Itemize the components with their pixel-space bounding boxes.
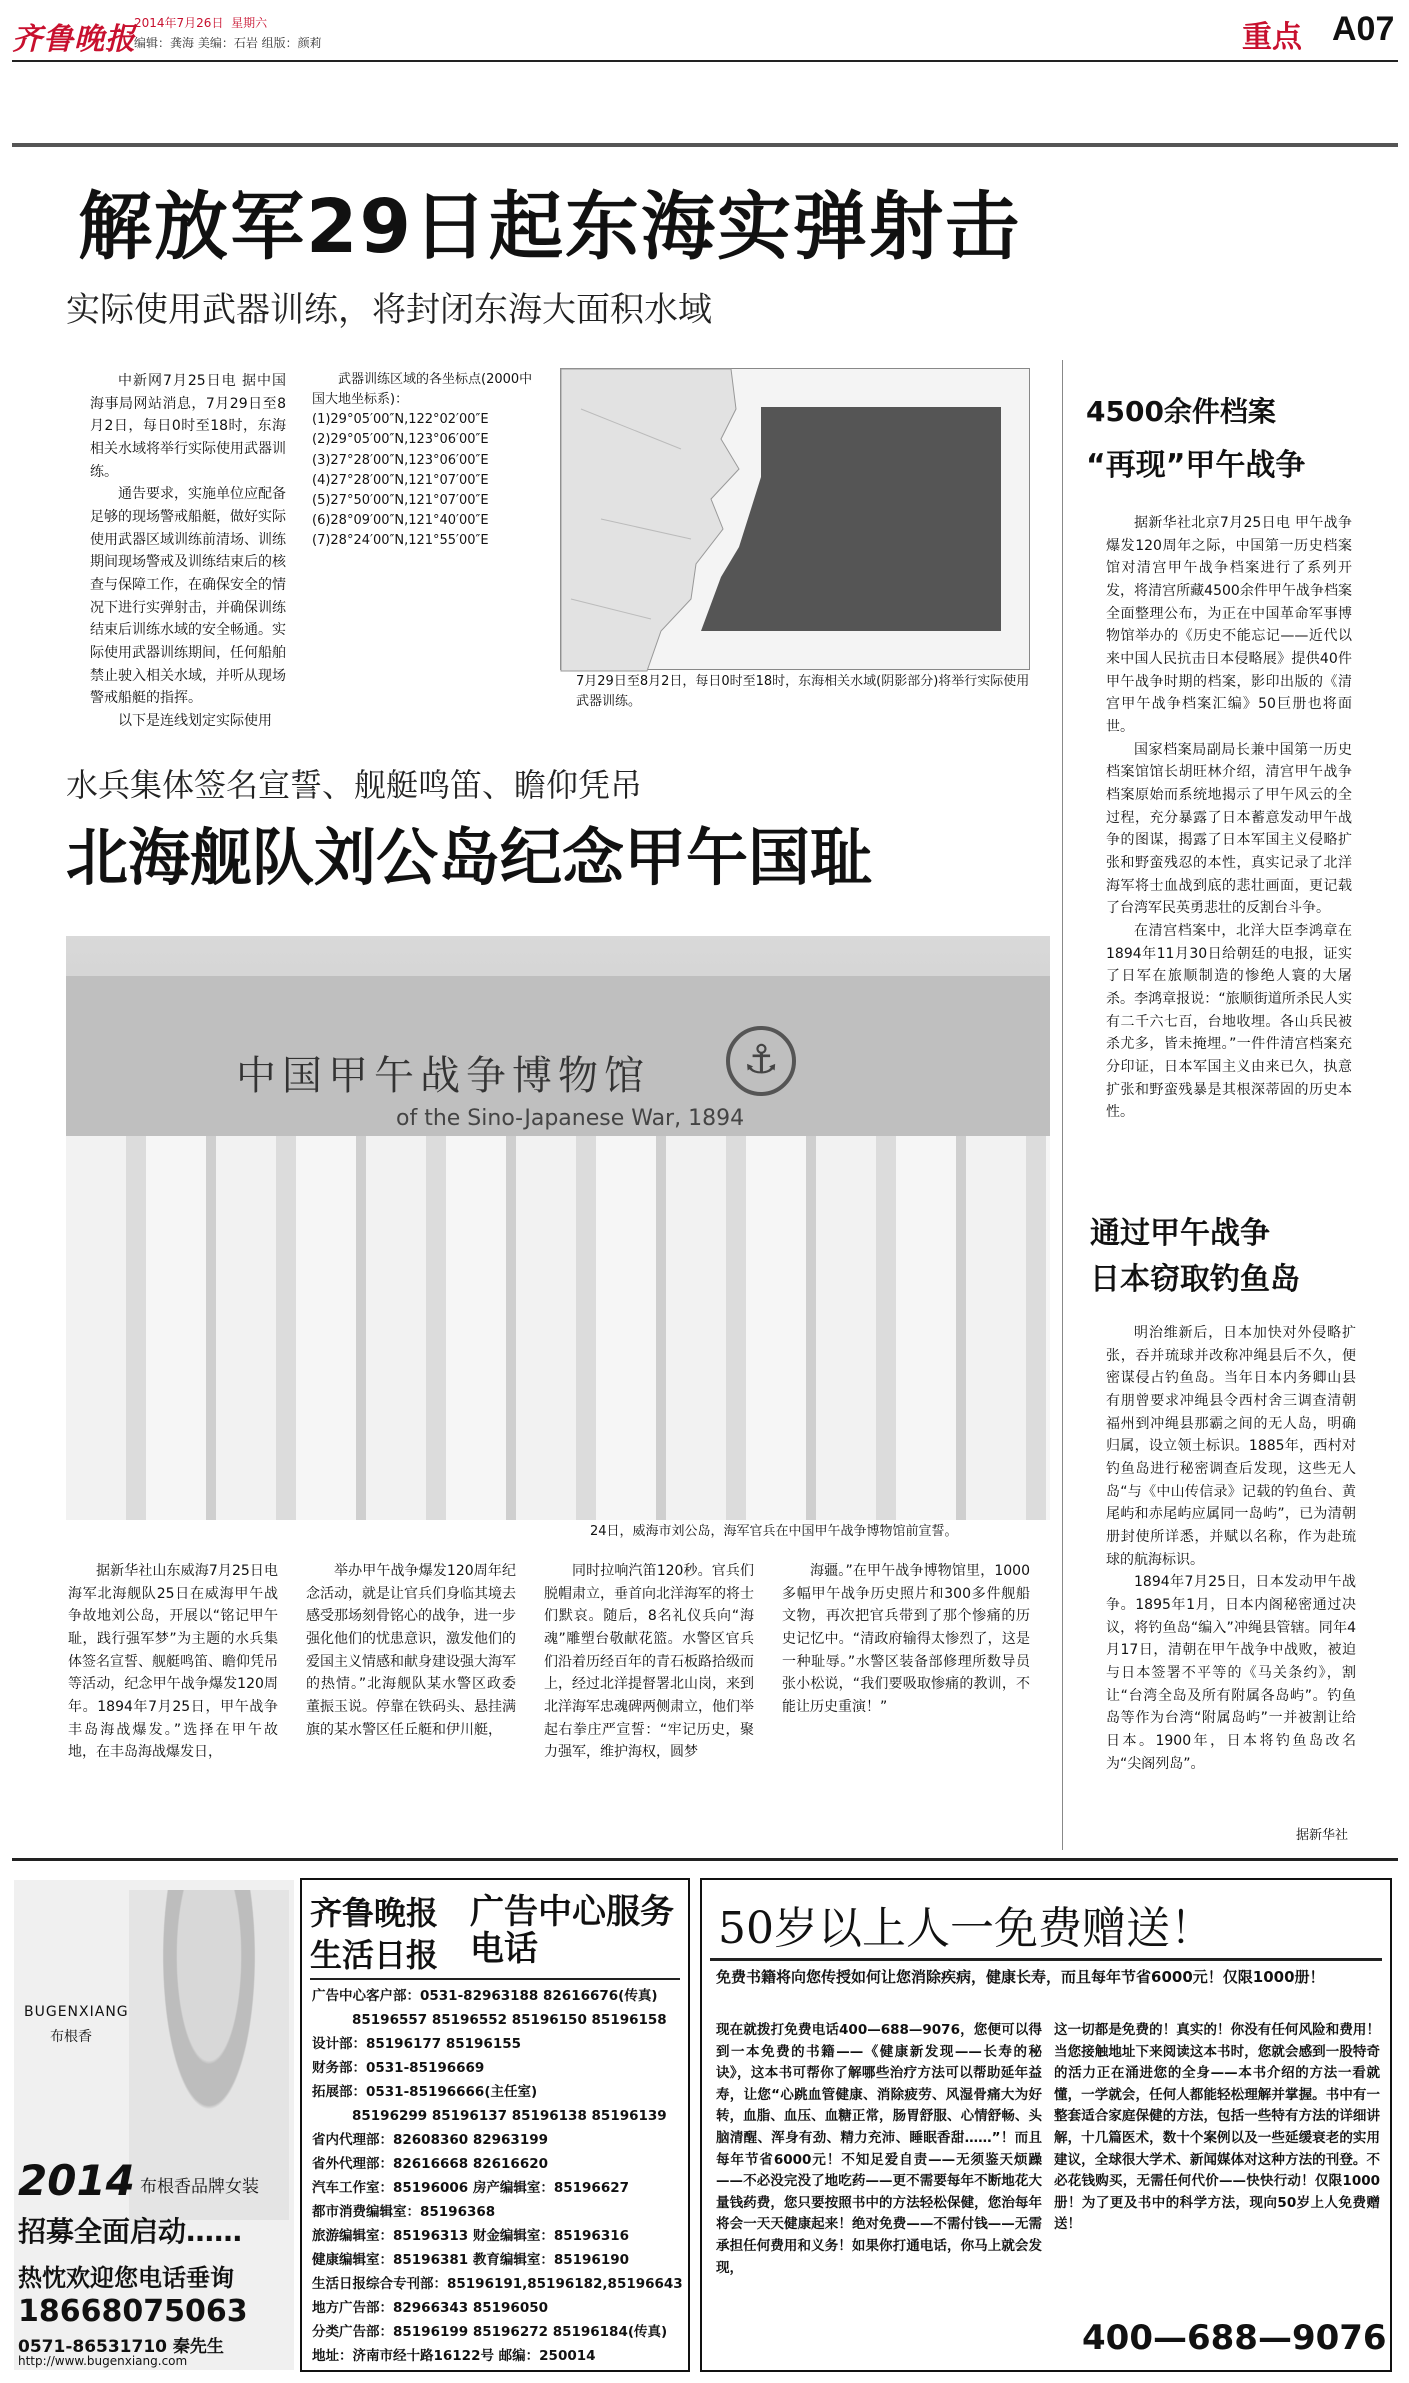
map-caption: 7月29日至8月2日，每日0时至18时，东海相关水域(阴影部分)将举行实际使用武器训练。	[576, 674, 1030, 710]
photo-caption: 24日，威海市刘公岛，海军官兵在中国甲午战争博物馆前宣誓。	[590, 1524, 958, 1539]
ad-service-phones	[300, 1878, 690, 2372]
story2-kicker: 水兵集体签名宣誓、舰艇鸣笛、瞻仰凭吊	[66, 766, 643, 804]
anchor-emblem: ⚓	[726, 1026, 796, 1096]
ad3-phone[interactable]: 400—688—9076	[1082, 2318, 1387, 2358]
ads-divider	[12, 1858, 1398, 1861]
story2-col-3: 同时拉响汽笛120秒。官兵们脱帽肃立，垂首向北洋海军的将士们默哀。随后，8名礼仪兵向“海魂”雕塑台敬献花篮。水警区官兵们沿着历经百年的青石板路拾级而上，经过北洋提督署北山岗，来到北洋海军忠魂碑两侧肃立，他们举起右拳庄严宣誓：“牢记历史，聚力强军，维护海权，圆梦	[544, 1563, 754, 1761]
ad-slogan-3: 热忱欢迎您电话垂询	[18, 2264, 234, 2292]
story2-col-1: 据新华社山东威海7月25日电 海军北海舰队25日在威海甲午战争故地刘公岛，开展以“铭记甲午耻，践行强军梦”为主题的水兵集体签名宣誓、舰艇鸣笛、瞻仰凭吊等活动，纪念甲午战争爆发120周年。1894年7月25日，甲午战争丰岛海战爆发。”选择在甲午故地，在丰岛海战爆发日，	[68, 1563, 278, 1761]
museum-sign: 中国甲午战争博物馆	[236, 1053, 650, 1099]
lead-headline: 解放军29日起东海实弹射击	[78, 184, 1021, 270]
ad2-title-a: 齐鲁晚报	[310, 1894, 439, 1932]
masthead	[12, 8, 1404, 64]
ad3-lead: 免费书籍将向您传授如何让您消除疾病，健康长寿，而且每年节省6000元！仅限1000册！	[716, 1968, 1325, 1986]
brand-logo-cn: 布根香	[50, 2029, 92, 2045]
ad3-title: 50岁以上人一免费赠送！	[718, 1903, 1214, 1954]
header-rule	[12, 60, 1398, 62]
lead-subheadline: 实际使用武器训练，将封闭东海大面积水域	[66, 290, 712, 330]
ad2-title-c: 广告中心服务电话	[470, 1892, 674, 1970]
side2-title-2: 日本窃取钓鱼岛	[1090, 1262, 1300, 1297]
map-graphic	[561, 369, 1031, 671]
story2-headline: 北海舰队刘公岛纪念甲午国耻	[66, 821, 873, 894]
ceremony-photo	[66, 936, 1050, 1520]
ad3-left-text: 现在就拨打免费电话400—688—9076，您便可以得到一本免费的书籍——《健康新发现——长寿的秘诀》，这本书可帮你了解哪些治疗方法可以帮助延年益寿，让您“心跳血管健康、消除疲劳、风湿骨痛大为好转，血脂、血压、血糖正常，肠胃舒服、心情舒畅、头脑清醒、浑身有劲、精力充沛、睡眠香甜……”！而且每年节省6000元！不知足爱自责——无须鉴天烦躁——不必没完没了地吃药——更不需要每年不断地花大量钱药费，您只要按照书中的方法轻松保健，您治每年将会一天天健康起来！绝对免费——不需付钱——无需承担任何费用和义务！如果你打通电话，你马上就会发现，	[716, 2022, 1042, 2276]
east-china-sea-map	[560, 368, 1030, 670]
side2-credit: 据新华社	[1296, 1828, 1349, 1843]
sailors-rows	[66, 1136, 1050, 1520]
ad-slogan-2: 招募全面启动……	[18, 2215, 243, 2248]
training-zone-shade	[701, 407, 1001, 631]
paper-logo: 齐鲁晚报	[12, 22, 136, 57]
side1-title-2: “再现”甲午战争	[1086, 448, 1306, 483]
side1-body: 据新华社北京7月25日电 甲午战争爆发120周年之际，中国第一历史档案馆对清宫甲午战争档案进行了系列开发，将清宫所藏4500余件甲午战争档案全面整理公布，为正在中国革命军事博物馆举办的《历史不能忘记——近代以来中国人民抗击日本侵略展》提供40件甲午战争时期的档案，影印出版的《清宫甲午战争档案汇编》50巨册也将面世。 国家档案局副局长兼中国第一历史档案馆馆长胡旺林介绍，清宫甲午战争档案原始而系统地揭示了甲午风云的全过程，充分暴露了日本蓄意发动甲午战争的图谋，揭露了日本军国主义侵略扩张和野蛮残忍的本性，真实记录了北洋海军将士血战到底的悲壮画面，更记载了台湾军民英勇悲壮的反割台斗争。 在清宫档案中，北洋大臣李鸿章在1894年11月30日给朝廷的电报，证实了日军在旅顺制造的惨绝人寰的大屠杀。李鸿章报说：“旅顺街道所杀民人实有二千六七百，台地收埋。各山兵民被杀尤多，皆未掩埋。”一件件清宫档案充分印证，日本军国主义由来已久，执意扩张和野蛮残暴是其根深蒂固的历史本性。	[1106, 515, 1352, 1121]
ad-year: 2014	[18, 2156, 135, 2205]
brand-logo: BUGENXIANG	[24, 2004, 129, 2020]
lead-column-1: 中新网7月25日电 据中国海事局网站消息，7月29日至8月2日，每日0时至18时，东海相关水域将举行实际使用武器训练。 通告要求，实施单位应配备足够的现场警戒船艇，做好实际使用武器区域训练前清场、训练期间现场警戒及训练结束后的核查与保障工作，在确保安全的情况下进行实弹射击，并确保训练结束后训练水域的安全畅通。实际使用武器训练期间，任何船舶禁止驶入相关水域，并听从现场警戒船艇的指挥。 以下是连线划定实际使用	[90, 373, 286, 730]
side2-body: 明治维新后，日本加快对外侵略扩张，吞并琉球并改称冲绳县后不久，便密谋侵占钓鱼岛。当年日本内务卿山县有朋曾要求冲绳县令西村舍三调查清朝福州到冲绳县那霸之间的无人岛，明确归属，设立领土标识。1885年，西村对钓鱼岛进行秘密调查后发现，这些无人岛“与《中山传信录》记载的钓鱼台、黄尾屿和赤尾屿应属同一岛屿”，已为清朝册封使所详悉，并赋以名称，作为赴琉球的航海标识。 1894年7月25日，日本发动甲午战争。1895年1月，日本内阁秘密通过决议，将钓鱼岛“编入”冲绳县管辖。同年4月17日，清朝在甲午战争中战败，被迫与日本签署不平等的《马关条约》，割让“台湾全岛及所有附属各岛屿”。钓鱼岛等作为台湾“附属岛屿”一并被割让给日本。1900年，日本将钓鱼岛改名为“尖阁列岛”。	[1106, 1325, 1356, 1772]
ad3-right-text: 这一切都是免费的！真实的！你没有任何风险和费用！当您接触地址下来阅读这本书时，您就会感到一股特奇的活力正在涌进您的全身——本书介绍的方法一看就懂，一学就会，任何人都能轻松理解并掌握。书中有一整套适合家庭保健的方法，包括一些特有方法的详细讲解，十几篇医术，数十个案例以及一些延缓衰老的实用建议，全球很大学术、新闻媒体对这种方法的刊登。不必花钱购买，无需任何代价——快快行动！仅限1000册！为了更及书中的科学方法，现向50岁上人免费赠送！	[1054, 2022, 1380, 2233]
model-figure	[129, 1890, 289, 2220]
side-divider	[1062, 360, 1063, 1850]
ad2-title-b: 生活日报	[310, 1936, 439, 1974]
issue-date: 2014年7月26日 星期六	[134, 16, 268, 30]
side2-title-1: 通过甲午战争	[1090, 1216, 1270, 1251]
ad-website[interactable]: http://www.bugenxiang.com	[18, 2354, 188, 2368]
top-rule	[12, 143, 1398, 147]
ad-slogan-1: 布根香品牌女装	[140, 2177, 259, 2197]
ad-free-book	[700, 1878, 1392, 2372]
ad-phone-1[interactable]: 18668075063	[18, 2294, 248, 2329]
side1-title-1: 4500余件档案	[1086, 395, 1276, 428]
story2-col-4: 海疆。”在甲午战争博物馆里，1000多幅甲午战争历史照片和300多件舰船文物，再次把官兵带到了那个惨痛的历史记忆中。“清政府输得太惨烈了，这是一种耻辱。”水警区装备部修理所数导员张小松说，“我们要吸取惨痛的教训，不能让历史重演！”	[782, 1563, 1030, 1716]
ad-phone-2[interactable]: 0571-86531710 秦先生	[18, 2337, 224, 2357]
ad3-rule	[710, 1958, 1382, 1961]
editor-credits: 编辑：龚海 美编：石岩 组版：颜莉	[134, 36, 322, 50]
story2-col-2: 举办甲午战争爆发120周年纪念活动，就是让官兵们身临其境去感受那场刻骨铭心的战争，进一步强化他们的忧患意识，激发他们的爱国主义情感和献身建设强大海军的热情。”北海舰队某水警区政委董振玉说。停靠在铁码头、悬挂满旗的某水警区任丘艇和伊川艇，	[306, 1563, 516, 1738]
ad2-rule	[310, 1978, 680, 1980]
ad-fashion	[14, 1880, 294, 2370]
page-number: A07	[1332, 10, 1395, 48]
section-name: 重点	[1242, 20, 1302, 55]
museum-sign-en: of the Sino-Japanese War, 1894	[396, 1106, 745, 1131]
lead-coordinates: 武器训练区域的各坐标点(2000中国大地坐标系)： (1)29°05′00″N,122°02′00″E (2)29°05′00″N,123°06′00″E (3)27°28′00″N,123°06′00″E (4)27°28′00″N,121°07′00″E (5)27°50′00″N,121°07′00″E (6)28°09′00″N,121°40′00″E (7)28°24′00″N,121°55′00″E	[312, 372, 533, 549]
ad2-phone-list: 广告中心客户部：0531-82963188 82616676(传真) 85196557 85196552 85196150 85196158 设计部：85196177 85196155 财务部：0531-85196669 拓展部：0531-85196666(主任室) 85196299 85196137 85196138 85196139 省内代理部：82608360 82963199 省外代理部：82616668 82616620 汽车工作室：85196006 房产编辑室：85196627 都市消费编辑室：85196368 旅游编辑室：85196313 财金编辑室：85196316 健康编辑室：85196381 教育编辑室：85196190 生活日报综合专刊部：85196191,85196182,85196643 地方广告部：82966343 85196050 分类广告部：85196199 85196272 85196184(传真) 地址：济南市经十路16122号 邮编：250014	[312, 1988, 683, 2364]
